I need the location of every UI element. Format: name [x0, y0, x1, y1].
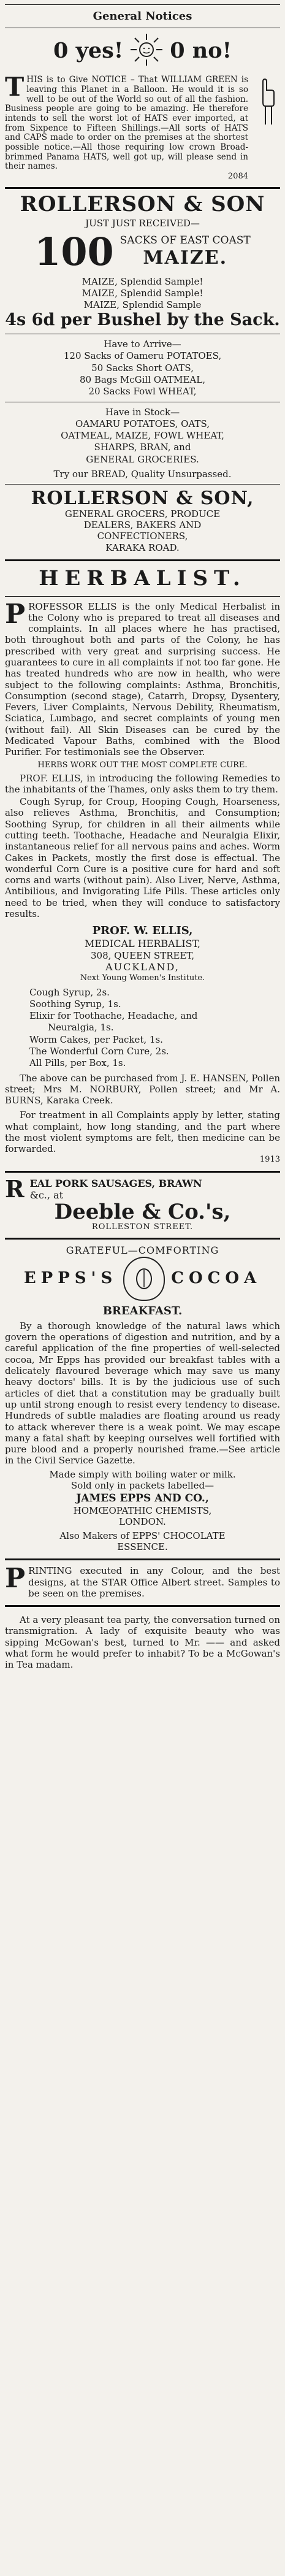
arrive-item: 80 Bags McGill OATMEAL,	[80, 374, 205, 385]
epps-sold: Sold only in packets labelled—	[70, 1480, 215, 1492]
rollerson-2-line1: GENERAL GROCERS, PRODUCE	[64, 508, 221, 519]
printing-ad	[5, 1565, 280, 1599]
tea-anecdote: At a very pleasant tea party, the conversation turned on transmigration. A lady of exquisite beauty who was sipping McGowan's best, turned to Mr. —— and asked what form he would prefer to inhabit? To be a McGowan's in Tea madam.	[5, 1614, 280, 1671]
rollerson-title-2: ROLLERSON & SON,	[31, 488, 254, 510]
stock-list	[5, 418, 280, 465]
epps-firm: JAMES EPPS AND CO.,	[76, 1492, 209, 1505]
arrive-heading: Have to Arrive—	[104, 339, 181, 350]
epps-city: LONDON.	[119, 1516, 166, 1528]
epps-makers-2: ESSENCE.	[117, 1541, 168, 1552]
sun-emblem-icon	[129, 33, 164, 69]
herbalist-intro	[5, 598, 280, 758]
epps-made: Made simply with boiling water or milk.	[49, 1468, 236, 1480]
deeble-line-2: &c., at	[29, 1189, 64, 1202]
stock-item: OATMEAL, MAIZE, FOWL WHEAT,	[61, 430, 224, 442]
section-divider	[5, 1605, 280, 1607]
sample-line: MAIZE, Splendid Sample!	[82, 287, 203, 299]
price-line: 4s 6d per Bushel by the Sack.	[5, 310, 280, 330]
treatment-note: For treatment in all Complaints apply by letter, stating what complaint, how long standing, and the part where the most violent symptoms are felt, then medicine can be forwarded.	[5, 1110, 280, 1155]
purchase-note: The above can be purchased from J. E. HANSEN, Pollen street; Mrs M. NORBURY, Pollen street; and Mr A. BURNS, Karaka Creek.	[5, 1072, 280, 1106]
herbalist-intro-body: ROFESSOR ELLIS is the only Medical Herbalist in the Colony who is prepared to treat all diseases and complaints. In all places where he has practised, both throughout both and parts of the Colony, he has prescribed with very great and surprising success. He guarantees to cure in all complaints if not too far gone. He has treated hundreds who are now in health, who were subject to the following complaints: Asthma, Bronchitis, Consumption (second stage), Catarrh, Dropsy, Dysentery, Fevers, Liver Complaints, Nervous Debility, Rheumatism, Sciatica, Lumbago, and secret complaints of young men (without fail). All Skin Diseases can be cured by the Medicated Vapour Baths, combined with the Blood Purifier. For testimonials see the Observer.	[5, 600, 280, 758]
sample-line: MAIZE, Splendid Sample	[83, 299, 202, 311]
yes-no-banner	[5, 33, 280, 69]
rule	[5, 596, 280, 597]
herbalist-number: 1913	[259, 1154, 280, 1164]
no-text: 0 no!	[170, 37, 232, 63]
epps-body: By a thorough knowledge of the natural laws which govern the operations of digestion and nutrition, and by a careful application of the fine properties of well-selected cocoa, Mr Epps has provided our breakfast tables with a delicately flavoured beverage which may save us many heavy doctors' bills. It is by the judicious use of such articles of diet that a constitution may be gradually built up until strong enough to resist every tendency to disease. Hundreds of subtle maladies are floating around us ready to attack wherever there is a weak point. We may escape many a fatal shaft by keeping ourselves well fortified with pure blood and a properly nourished frame.—See article in the Civil Service Gazette.	[5, 1320, 280, 1466]
top-rule	[5, 4, 280, 5]
prof-address-1: 308, QUEEN STREET,	[91, 949, 194, 961]
sample-line: MAIZE, Splendid Sample!	[82, 275, 203, 287]
section-divider	[5, 1171, 280, 1173]
sacks-headline	[5, 229, 280, 275]
prof-title: MEDICAL HERBALIST,	[84, 938, 201, 950]
medicine-item: Worm Cakes, per Packet, 1s.	[29, 1033, 163, 1045]
section-divider	[5, 559, 280, 561]
stock-item: GENERAL GROCERIES.	[86, 453, 199, 465]
remedies-list-text: Cough Syrup, for Croup, Hooping Cough, Hoarseness, also relieves Asthma, Bronchitis, and Consumption; Soothing Syrup, for children in all their ailments while cutting teeth. Toothache, Headache and Neuralgia Elixir, instantaneous relief for all nervous pains and aches. Worm Cakes in Packets, mostly the first dose is effectual. The wonderful Corn Cure is a positive cure for hard and soft corns and warts (without pain). Also Liver, Nerve, Asthma, Antibilious, and Invigorating Life Pills. These articles only need to be tried, when they will conduce to satisfactory results.	[5, 796, 280, 920]
deeble-street: ROLLESTON STREET.	[91, 1222, 194, 1232]
section-divider	[5, 1558, 280, 1560]
deeble-name: Deeble & Co.'s,	[54, 1199, 231, 1224]
epps-grateful: GRATEFUL—COMFORTING	[66, 1244, 219, 1257]
arrive-item: 50 Sacks Short OATS,	[91, 362, 194, 374]
maize-heading: MAIZE.	[143, 247, 228, 269]
rollerson-2-line2: DEALERS, BAKERS AND	[83, 519, 202, 531]
stock-item: SHARPS, BRAN, and	[94, 442, 191, 453]
sample-lines	[5, 276, 280, 311]
deeble-ad	[5, 1175, 280, 1232]
bread-line: Try our BREAD, Quality Unsurpassed.	[53, 469, 232, 480]
medicine-item: Cough Syrup, 2s.	[29, 986, 110, 998]
remedies-intro: PROF. ELLIS, in introducing the following Remedies to the inhabitants of the Thames, only asks them to try them.	[5, 772, 280, 795]
sack-count: 100	[34, 229, 114, 274]
printing-ad-text: RINTING executed in any Colour, and the best designs, at the STAR Office Albert street. Samples to be seen on the premises.	[28, 1565, 280, 1599]
epps-title-right: COCOA	[171, 1269, 262, 1288]
epps-title	[5, 1257, 280, 1301]
arrive-list	[5, 350, 280, 397]
rollerson-2-line3: CONFECTIONERS,	[97, 531, 188, 542]
pointing-hand-icon	[252, 75, 280, 181]
rollerson-title: ROLLERSON & SON	[20, 191, 265, 217]
epps-title-left: EPPS'S	[23, 1269, 118, 1288]
rollerson-2-line4: KARAKA ROAD.	[105, 542, 180, 553]
medicine-item: Neuralgia, 1s.	[48, 1022, 114, 1033]
herbs-line: HERBS WORK OUT THE MOST COMPLETE CURE.	[37, 760, 248, 770]
cocoa-logo-icon	[123, 1257, 165, 1301]
medicine-item: Elixir for Toothache, Headache, and	[29, 1010, 198, 1022]
stock-heading: Have in Stock—	[105, 406, 180, 418]
epps-breakfast: BREAKFAST.	[102, 1304, 183, 1317]
prof-name: PROF. W. ELLIS,	[92, 924, 193, 938]
herbalist-title: HERBALIST.	[39, 566, 246, 591]
hats-notice-number: 2084	[227, 171, 248, 181]
dropcap-letter: P	[5, 1563, 26, 1595]
medicine-item: All Pills, per Box, 1s.	[29, 1057, 126, 1069]
prof-address-3: Next Young Women's Institute.	[80, 973, 205, 983]
hats-notice	[5, 72, 280, 181]
sack-count-line: SACKS OF EAST COAST	[120, 234, 251, 247]
dropcap-letter: P	[5, 598, 26, 630]
medicine-list	[29, 987, 280, 1069]
hats-notice-text	[5, 72, 248, 181]
section-divider	[5, 187, 280, 189]
deeble-line-1: EAL PORK SAUSAGES, BRAWN	[29, 1177, 202, 1189]
arrive-item: 120 Sacks of Oameru POTATOES,	[63, 350, 222, 362]
dropcap-letter: R	[5, 1175, 25, 1203]
medicine-item: Soothing Syrup, 1s.	[29, 998, 121, 1010]
section-divider	[5, 1238, 280, 1240]
dropcap-letter: T	[5, 72, 25, 102]
stock-item: OAMARU POTATOES, OATS,	[75, 418, 210, 429]
section-heading: General Notices	[93, 10, 192, 23]
prof-address-2: AUCKLAND,	[105, 961, 180, 973]
hats-notice-body: HIS is to Give NOTICE – That WILLIAM GREEN is leaving this Planet in a Balloon. He would it is so well to be out of the World so out of all the fashion. Business people are going to be amazing. He therefore intends to sell the worst lot of HATS ever imported, at from Sixpence to Fifteen Shillings.—All sorts of HATS and CAPS made to order on the premises at the shortest possible notice.—All those requiring low crown Broad-brimmed Panama HATS, well got up, will please send in their names.	[5, 75, 248, 172]
rule	[5, 484, 280, 485]
epps-makers: Also Makers of EPPS' CHOCOLATE	[59, 1530, 226, 1541]
epps-firm-2: HOMŒOPATHIC CHEMISTS,	[73, 1505, 212, 1517]
yes-text: 0 yes!	[53, 37, 124, 63]
medicine-item: The Wonderful Corn Cure, 2s.	[29, 1046, 169, 1057]
just-received: JUST JUST RECEIVED—	[85, 217, 200, 229]
arrive-item: 20 Sacks Fowl WHEAT,	[88, 386, 197, 397]
